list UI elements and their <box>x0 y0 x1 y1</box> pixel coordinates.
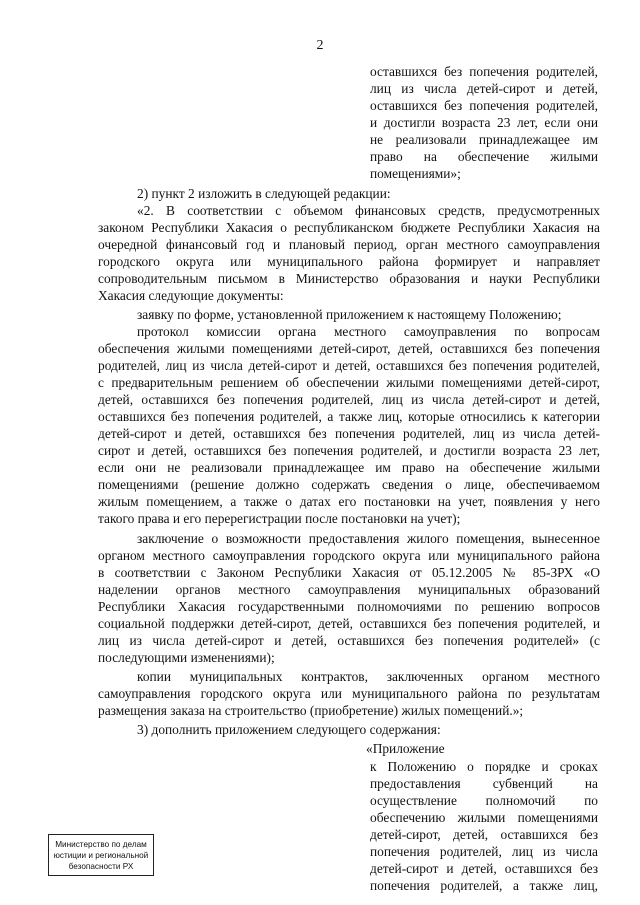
text-line: заключение о возможности предоставления жилого помещения, вынесенное <box>137 531 600 546</box>
text-line: оставшихся без попечения родителей, <box>370 98 598 113</box>
text-line: «2. В соответствии с объемом финансовых средств, предусмотренных <box>137 203 600 218</box>
text-line: детей, оставшихся без попечения родителей, лиц из числа детей-сирот и детей, <box>98 392 600 407</box>
text-line: лиц из числа детей-сирот и детей, оставшихся без попечения родителей» (с <box>98 633 600 648</box>
text-line: жилым помещением, а также о датах его постановки на учет, появления у него <box>98 494 600 509</box>
text-line: наделении органов местного самоуправления муниципальных образований <box>98 582 600 597</box>
text-line: и достигли возраста 23 лет, если они <box>370 115 598 130</box>
text-line: Республики Хакасия государственными полномочиями по решению вопросов <box>98 599 600 614</box>
text-line: родителей, лиц из числа детей-сирот и детей, оставшихся без попечения родителей, <box>98 358 600 373</box>
text-line: с предварительным решением об обеспечении жилыми помещениями детей-сирот, <box>98 375 600 390</box>
stamp-line: безопасности РХ <box>68 861 134 871</box>
text-line: если они не реализовали принадлежащее им право на обеспечение жилыми <box>98 460 600 475</box>
item-3-heading: 3) дополнить приложением следующего содержания: <box>137 722 441 737</box>
text-line: предоставления субвенций на <box>370 776 598 791</box>
stamp-line: юстиции и региональной <box>53 850 149 860</box>
doc-application: заявку по форме, установленной приложением к настоящему Положению; <box>137 307 562 322</box>
text-line: детей-сирот и детей, оставшихся без попечения родителей, лиц из числа детей- <box>98 426 600 441</box>
text-line: помещениями»; <box>370 166 461 181</box>
ministry-stamp <box>48 834 154 876</box>
appendix-title: «Приложение <box>366 741 445 756</box>
page-number: 2 <box>316 38 324 53</box>
text-line: осуществление полномочий по <box>370 793 598 808</box>
text-line: попечения родителей, а также лиц, <box>370 878 598 893</box>
text-line: сопроводительным письмом в Министерство образования и науки Республики <box>98 271 600 286</box>
text-line: обеспечения жилыми помещениями детей-сирот, детей, оставшихся без попечения <box>98 341 600 356</box>
text-line: законом Республики Хакасия о республиканском бюджете Республики Хакасия на <box>98 220 600 235</box>
text-line: городского округа или муниципального района формирует и направляет <box>98 254 600 269</box>
text-line: сирот и детей, оставшихся без попечения родителей, и достигли возраста 23 лет, <box>98 443 600 458</box>
text-line: к Положению о порядке и сроках <box>370 759 598 774</box>
text-line: очередной финансовый год и плановый период, орган местного самоуправления <box>98 237 600 252</box>
text-line: последующими изменениями); <box>98 650 275 665</box>
text-line: попечения родителей, лиц из числа <box>370 844 598 859</box>
text-line: не реализовали принадлежащее им <box>370 132 598 147</box>
item-2-heading: 2) пункт 2 изложить в следующей редакции: <box>137 186 391 201</box>
text-line: такого права и его перерегистрации после постановки на учет); <box>98 511 461 526</box>
text-line: протокол комиссии органа местного самоуправления по вопросам <box>137 324 600 339</box>
stamp-line: Министерство по делам <box>55 839 147 849</box>
text-line: помещениями (решение должно содержать сведения о лице, обеспечиваемом <box>98 477 600 492</box>
text-line: копии муниципальных контрактов, заключенных органом местного <box>137 669 600 684</box>
text-line: оставшихся без попечения родителей, а также лиц, которые относились к категории <box>98 409 600 424</box>
text-line: детей-сирот, детей, оставшихся без <box>370 827 598 842</box>
text-line: обеспечению жилыми помещениями <box>370 810 598 825</box>
text-line: самоуправления городского округа или муниципального района по результатам <box>98 686 600 701</box>
text-line: в соответствии с Законом Республики Хакасия от 05.12.2005 № 85-ЗРХ «О <box>98 565 600 580</box>
text-line: детей-сирот и детей, оставшихся без <box>370 861 598 876</box>
text-line: лиц из числа детей-сирот и детей, <box>370 81 598 96</box>
text-line: социальной поддержки детей-сирот, детей, оставшихся без попечения родителей, и <box>98 616 600 631</box>
text-line: право на обеспечение жилыми <box>370 149 598 164</box>
text-line: оставшихся без попечения родителей, <box>370 64 598 79</box>
text-line: размещения заказа на строительство (приобретение) жилых помещений.»; <box>98 703 524 718</box>
text-line: Хакасия следующие документы: <box>98 288 284 303</box>
text-line: органом местного самоуправления городского округа или муниципального района <box>98 548 600 563</box>
